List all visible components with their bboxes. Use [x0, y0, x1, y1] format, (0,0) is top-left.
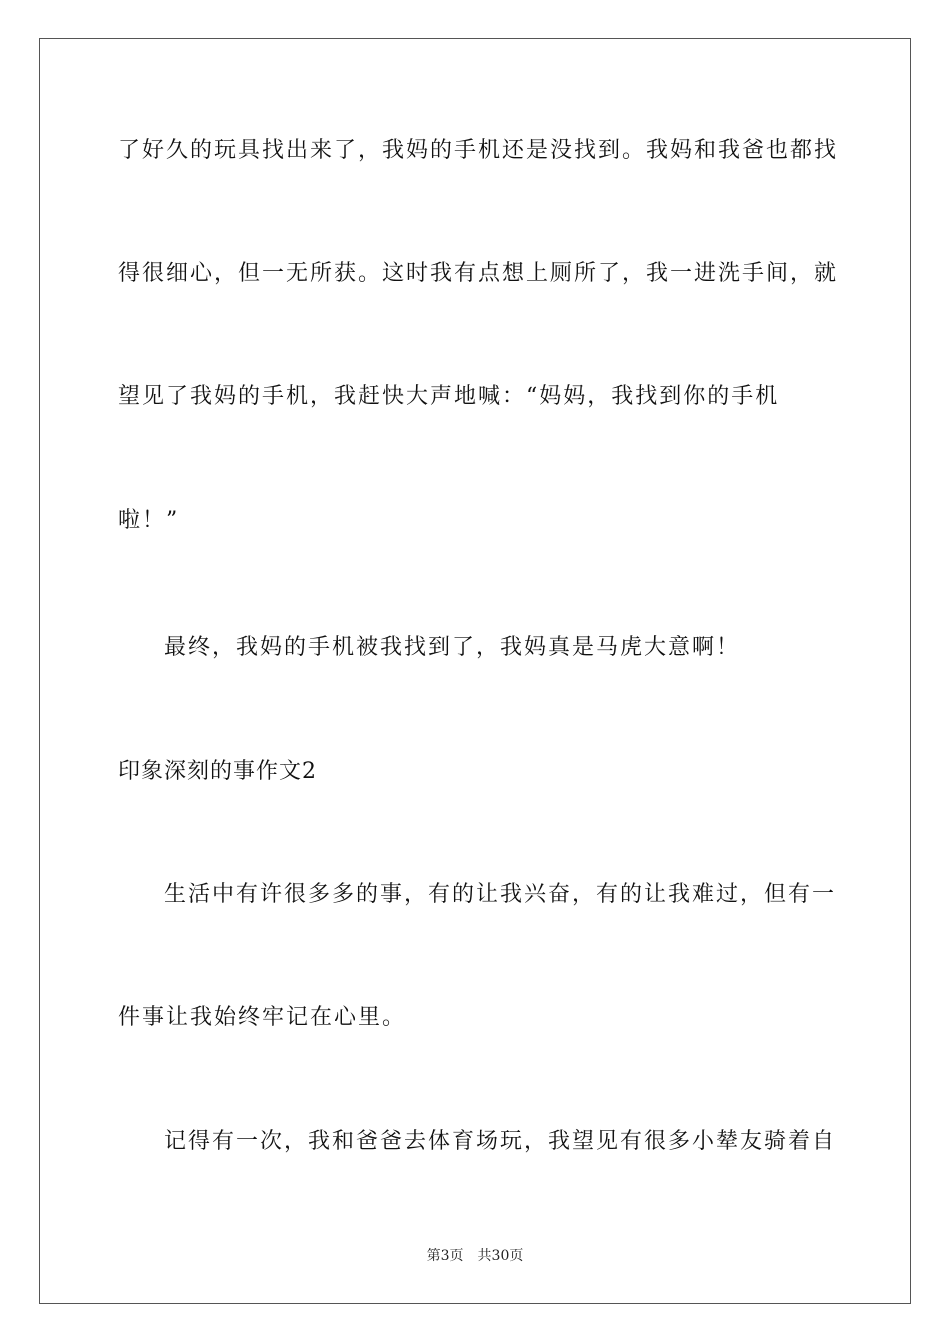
- page-total: 共30页: [477, 1248, 524, 1264]
- page-border: [39, 38, 911, 1304]
- paragraph-line: 生活中有许很多多的事，有的让我兴奋，有的让我难过，但有一: [164, 882, 837, 907]
- paragraph-line: 最终，我妈的手机被我找到了，我妈真是马虎大意啊！: [164, 635, 741, 660]
- paragraph-line: 得很细心，但一无所获。这时我有点想上厕所了，我一进洗手间，就: [118, 261, 839, 286]
- page-footer: [0, 1247, 950, 1265]
- paragraph-line: 记得有一次，我和爸爸去体育场玩，我望见有很多小辇友骑着自: [164, 1129, 837, 1154]
- paragraph-line: 了好久的玩具找出来了，我妈的手机还是没找到。我妈和我爸也都找: [118, 138, 839, 163]
- paragraph-line: 件事让我始终牢记在心里。: [118, 1005, 407, 1030]
- page-number: 第3页: [426, 1248, 464, 1264]
- section-heading: 印象深刻的事作文2: [118, 759, 317, 784]
- paragraph-line: 望见了我妈的手机，我赶快大声地喊：“妈妈，我找到你的手机: [118, 384, 780, 409]
- paragraph-line: 啦！”: [118, 508, 180, 533]
